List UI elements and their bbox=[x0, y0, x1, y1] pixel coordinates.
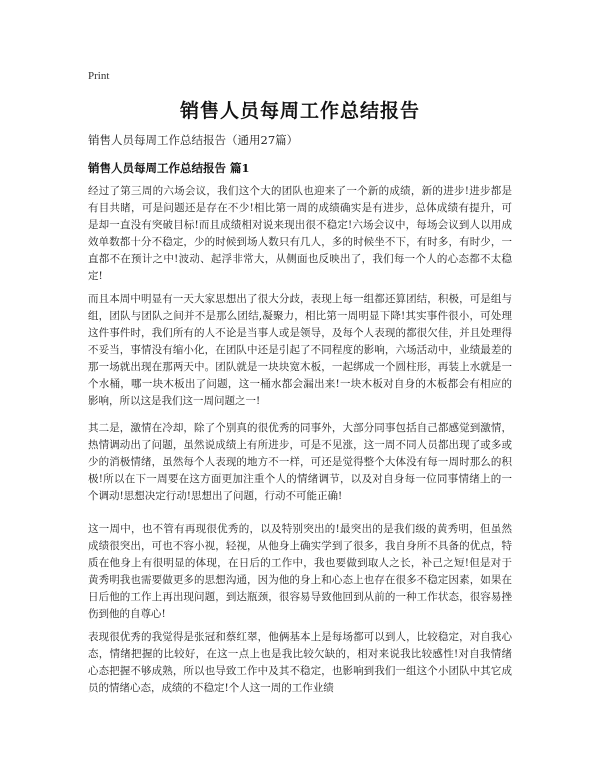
print-label[interactable]: Print bbox=[88, 70, 110, 82]
section-heading: 销售人员每周工作总结报告 篇1 bbox=[88, 161, 250, 175]
paragraph-2: 而且本周中明显有一天大家思想出了很大分歧，表现上每一组都还算团结，积极，可是组与组，团队与团队之间并不是那么团结,凝聚力，相比第一周明显下降!其实事件很小，可处理这件事件时，我们所有的人不论是当事人或是领导，及每个人表现的都很欠佳，并且处理得不妥当，事情没有缩小化，在团队中还是引起了不同程度的影响，六场活动中，业绩最差的那一场就出现在那两天中。团队就是一块块宽木板，一起绑成一个圆柱形，再装上水就是一个水桶，哪一块木板出了问题，这一桶水都会漏出来!一块木板对自身的木板都会有相应的影响，所以这是我们这一周问题之一! bbox=[88, 293, 512, 407]
paragraph-5: 表现很优秀的我觉得是张冠和蔡红翠，他俩基本上是每场都可以到人，比较稳定，对自我心态，情绪把握的比较好，在这一点上也是我比较欠缺的，相对来说我比较感性!对自我情绪心态把握不够成熟，所以也导致工作中及其不稳定，也影响到我们一组这个小团队中其它成员的情绪心态，成绩的不稳定!个人这一周的工作业绩 bbox=[88, 631, 512, 694]
document-title: 销售人员每周工作总结报告 bbox=[179, 100, 420, 122]
paragraph-4: 这一周中，也不管有再现很优秀的，以及特别突出的!最突出的是我们级的黄秀明，但虽然成绩很突出，可也不容小视，轻视，从他身上确实学到了很多，我自身所不具备的优点，特质在他身上有很明显的体现，在日后的工作中，我也要做到取人之长，补己之短!但是对于黄秀明我也需要做更多的思想沟通，因为他的身上和心态上也存在很多不稳定因素，如果在日后他的工作上再出现问题，到达瓶颈，很容易导致他回到从前的一种工作状态，很容易挫伤到他的自尊心! bbox=[88, 523, 512, 620]
document-subtitle: 销售人员每周工作总结报告（通用27篇） bbox=[88, 133, 299, 147]
paragraph-3: 其二是，激情在冷却，除了个别真的很优秀的同事外，大部分同事包括自己都感觉到激情，热情调动出了问题，虽然说成绩上有所进步，可是不见涨，这一周不同人员都出现了或多或少的消极情绪，虽然每个人表现的地方不一样，可还是觉得整个大体没有每一周时那么的积极!所以在下一周要在这方面更加注重个人的情绪调节，以及对自身每一位同事情绪上的一个调动!思想决定行动!思想出了问题，行动不可能正确! bbox=[88, 422, 512, 502]
paragraph-1: 经过了第三周的六场会议，我们这个大的团队也迎来了一个新的成绩，新的进步!进步都是有目共睹，可是问题还是存在不少!相比第一周的成绩确实是有进步，总体成绩有提升，可是却一直没有突破目标!而且成绩相对说来现出很不稳定!六场会议中，每场会议到人以用成效单数都十分不稳定，少的时候到场人数只有几人，多的时候坐不下，有时多，有时少，一直都不在预计之中!波动、起浮非常大，从侧面也反映出了，我们每一个人的心态都不太稳定! bbox=[88, 185, 512, 282]
